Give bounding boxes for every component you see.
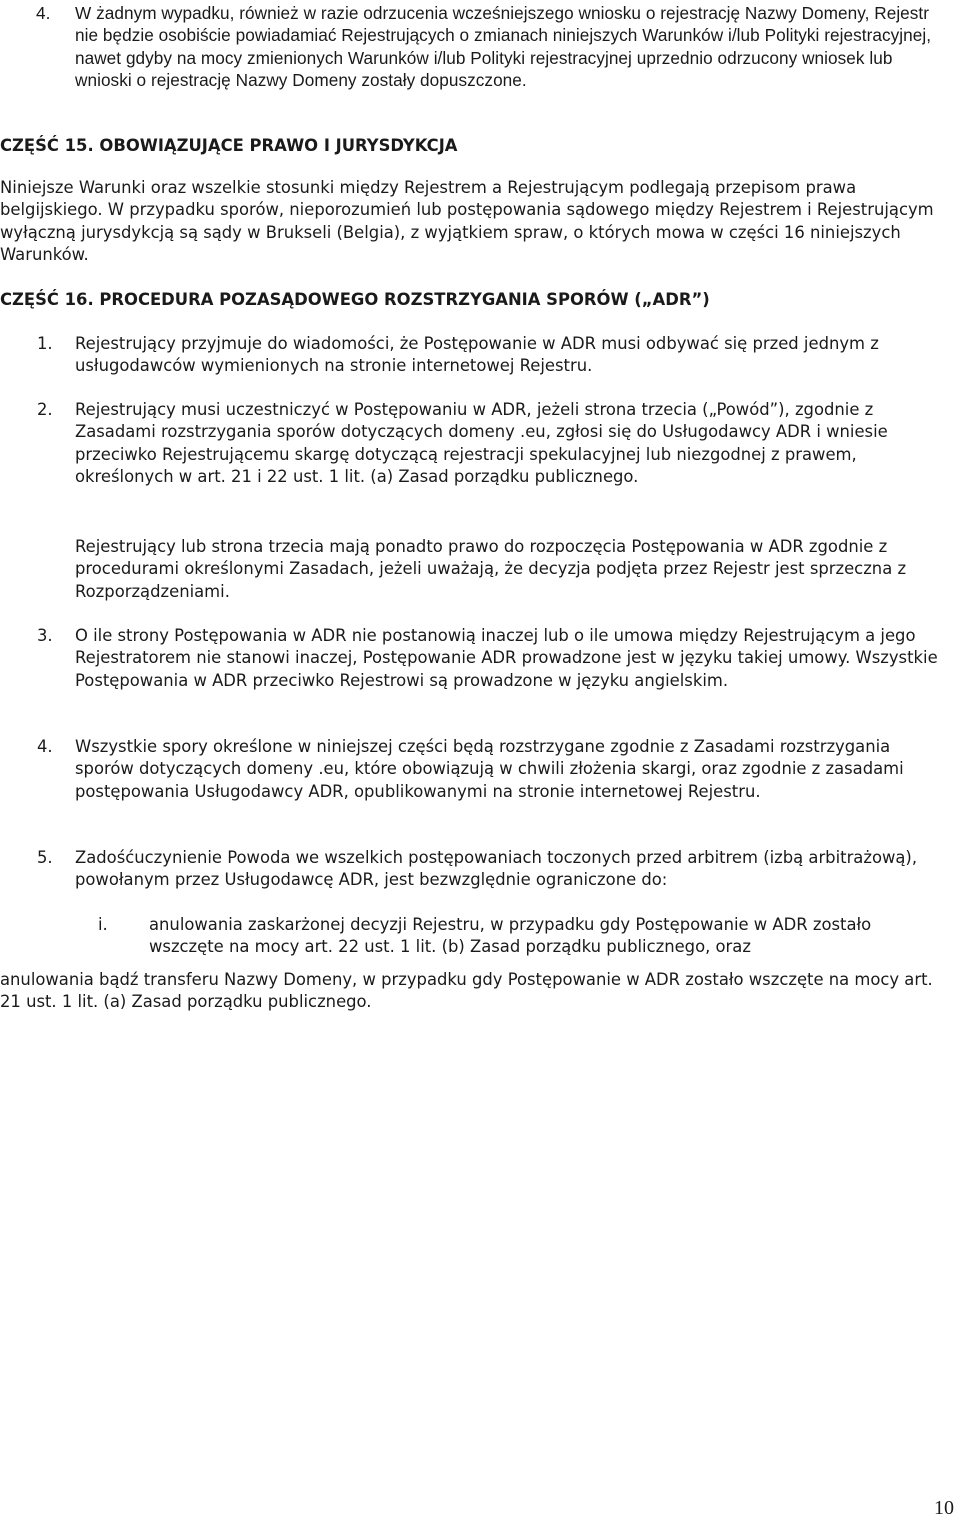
list-item-text: Wszystkie spory określone w niniejszej części będą rozstrzygane zgodnie z Zasadami rozstrzygania sporów dotyczących domeny .eu, które obowiązują w chwili złożenia skargi, oraz zgodnie z zasadami postępowania Usługodawcy ADR, opublikowanymi na stronie internetowej Rejestru.	[75, 737, 904, 801]
list-item-number: 4.	[37, 737, 53, 756]
list-item-text: O ile strony Postępowania w ADR nie postanowią inaczej lub o ile umowa między Rejestrującym a jego Rejestratorem nie stanowi inaczej, Postępowanie ADR prowadzone jest w języku takiej umowy. Wszystkie Postępowania w ADR przeciwko Rejestrowi są prowadzone w języku angielskim.	[75, 626, 938, 690]
list-item-number: 1.	[37, 334, 53, 353]
trailing-paragraph: anulowania bądź transferu Nazwy Domeny, w przypadku gdy Postępowanie w ADR zostało wszczęte na mocy art. 21 ust. 1 lit. (a) Zasad porządku publicznego.	[0, 970, 933, 1012]
sub-list-item-number: i.	[98, 915, 108, 934]
section-15-heading: CZĘŚĆ 15. OBOWIĄZUJĄCE PRAWO I JURYSDYKCJA	[0, 136, 458, 155]
list-item-text: Zadośćuczynienie Powoda we wszelkich postępowaniach toczonych przed arbitrem (izbą arbitrażową), powołanym przez Usługodawcę ADR, jest bezwzględnie ograniczone do:	[75, 848, 918, 890]
section-15-paragraph: Niniejsze Warunki oraz wszelkie stosunki między Rejestrem a Rejestrującym podlegają przepisom prawa belgijskiego. W przypadku sporów, nieporozumień lub postępowania sądowego między Rejestrem i Rejestrującym wyłączną jurysdykcją są sądy w Brukseli (Belgia), z wyjątkiem spraw, o których mowa w części 16 niniejszych Warunków.	[0, 178, 934, 264]
list-item-number: 3.	[37, 626, 53, 645]
list-item-text: Rejestrujący przyjmuje do wiadomości, że Postępowanie w ADR musi odbywać się przed jednym z usługodawców wymienionych na stronie internetowej Rejestru.	[75, 334, 879, 376]
page-number: 10	[934, 1497, 954, 1519]
list-item-text: W żadnym wypadku, również w razie odrzucenia wcześniejszego wniosku o rejestrację Nazwy Domeny, Rejestr nie będzie osobiście powiadamiać Rejestrujących o zmianach niniejszych Warunków i/lub Polityki rejestracyjnej, nawet gdyby na mocy zmienionych Warunków i/lub Polityki rejestracyjnej uprzednio odrzucony wniosek lub wnioski o rejestrację Nazwy Domeny zostały dopuszczone.	[75, 3, 932, 90]
list-item-number: 5.	[37, 848, 53, 867]
list-item-number: 2.	[37, 400, 53, 419]
sub-list-item-text: anulowania zaskarżonej decyzji Rejestru, w przypadku gdy Postępowanie w ADR zostało wszczęte na mocy art. 22 ust. 1 lit. (b) Zasad porządku publicznego, oraz	[149, 915, 872, 957]
section-16-heading: CZĘŚĆ 16. PROCEDURA POZASĄDOWEGO ROZSTRZYGANIA SPORÓW („ADR”)	[0, 290, 710, 309]
list-item-text: Rejestrujący musi uczestniczyć w Postępowaniu w ADR, jeżeli strona trzecia („Powód”), zgodnie z Zasadami rozstrzygania sporów dotyczących domeny .eu, zgłosi się do Usługodawcy ADR i wniesie przeciwko Rejestrującemu skargę dotyczącą rejestracji spekulacyjnej lub niezgodnej z prawem, określonych w art. 21 i 22 ust. 1 lit. (a) Zasad porządku publicznego.	[75, 400, 888, 486]
list-item-text-continued: Rejestrujący lub strona trzecia mają ponadto prawo do rozpoczęcia Postępowania w ADR zgodnie z procedurami określonymi Zasadach, jeżeli uważają, że decyzja podjęta przez Rejestr jest sprzeczna z Rozporządzeniami.	[75, 537, 907, 601]
list-item-number: 4.	[36, 3, 51, 23]
